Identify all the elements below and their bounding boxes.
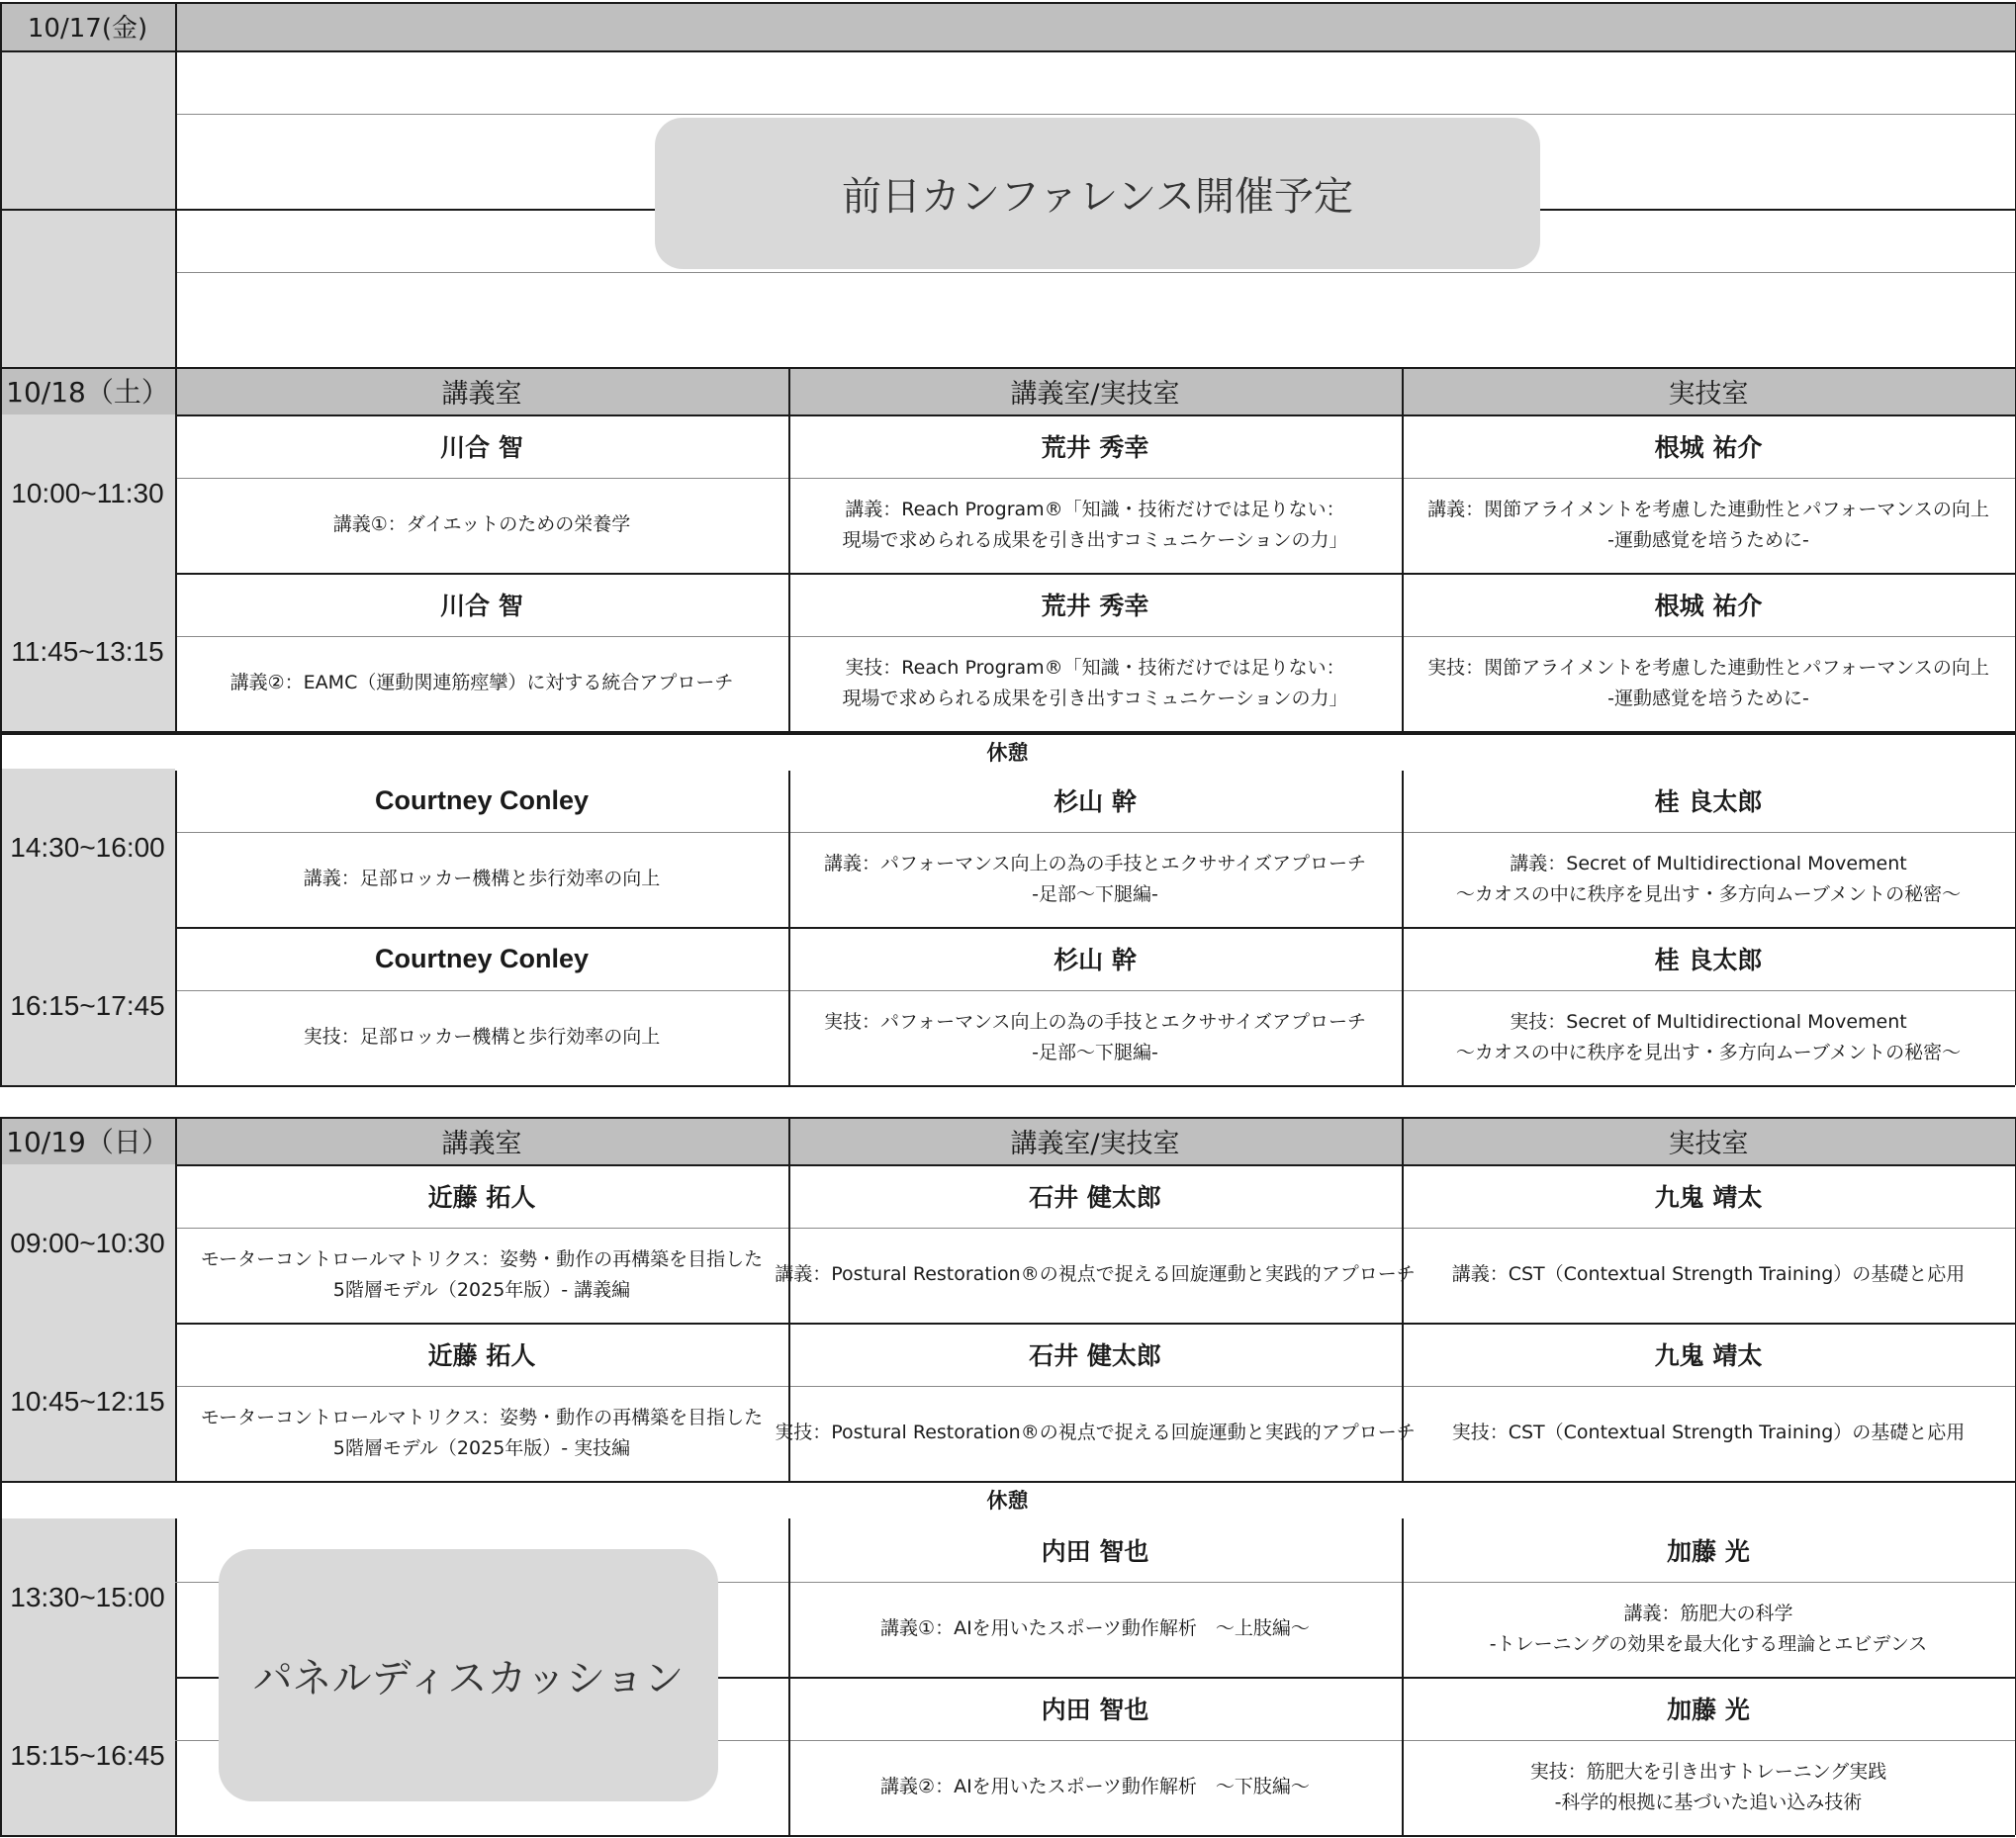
conference-banner: 前日カンファレンス開催予定: [655, 118, 1540, 269]
description-line: 講義：CST（Contextual Strength Training）の基礎と応用: [1451, 1263, 1966, 1286]
speaker-name: 荒井 秀幸: [1041, 592, 1149, 620]
session-description: [175, 990, 788, 1085]
session-description: [788, 478, 1402, 573]
session-description: [788, 636, 1402, 731]
session-description: [1402, 636, 2015, 731]
speaker-name: 川合 智: [440, 433, 523, 462]
time-slot: 14:30~16:00: [0, 769, 175, 927]
description-line: -科学的根拠に基づいた追い込み技術: [1554, 1792, 1863, 1813]
speaker-name: 九鬼 靖太: [1654, 1341, 1763, 1370]
grid-line: [788, 1740, 1402, 1741]
grid-line: [0, 1085, 2015, 1087]
session-description: [1402, 1228, 2015, 1323]
session-description: [775, 1228, 1416, 1323]
grid-line: [1402, 1582, 2015, 1583]
grid-line: [0, 733, 2015, 735]
speaker-name: Courtney Conley: [374, 943, 590, 973]
grid-line: [0, 1117, 2, 1835]
session-description: [175, 1228, 788, 1323]
grid-line: [788, 1582, 1402, 1583]
time-slot: 16:15~17:45: [0, 927, 175, 1085]
description-line: 〜カオスの中に秩序を見出す・多方向ムーブメントの秘密〜: [1455, 883, 1962, 905]
description-line: 実技：筋肥大を引き出すトレーニング実践: [1529, 1760, 1887, 1783]
grid-line: [175, 114, 2015, 115]
session-description: [1402, 990, 2015, 1085]
date-header: 10/18（土）: [0, 367, 175, 414]
session-description: [1402, 1582, 2015, 1677]
grid-line: [0, 1481, 2015, 1483]
description-line: -トレーニングの効果を最大化する理論とエビデンス: [1489, 1633, 1928, 1655]
session-description: [175, 478, 788, 573]
grid-line: [175, 367, 177, 733]
description-line: 講義②：AIを用いたスポーツ動作解析 〜下肢編〜: [880, 1776, 1310, 1798]
grid-line: [0, 367, 2015, 369]
break-label: 休憩: [986, 1489, 1029, 1513]
speaker-name: 杉山 幹: [1054, 946, 1137, 974]
grid-line: [788, 1518, 790, 1835]
session-description: [775, 1386, 1416, 1481]
description-line: 講義①：ダイエットのための栄養学: [332, 513, 631, 536]
description-line: 講義：Postural Restoration®の視点で捉える回旋運動と実践的アプローチ: [775, 1263, 1416, 1286]
description-line: 実技：足部ロッカー機構と歩行効率の向上: [303, 1026, 661, 1049]
description-line: 講義：Reach Program®「知識・技術だけでは足りない：: [845, 498, 1345, 520]
grid-line: [1402, 1518, 1404, 1835]
description-line: 実技：Secret of Multidirectional Movement: [1510, 1010, 1907, 1033]
room-header: 講義室/実技室: [788, 367, 1402, 414]
speaker-name: 桂 良太郎: [1654, 787, 1763, 816]
session-description: [175, 1386, 788, 1481]
room-header: 実技室: [1402, 1117, 2015, 1164]
description-line: -運動感覚を培うために-: [1607, 688, 1809, 709]
panel-discussion-block: パネルディスカッション: [219, 1549, 718, 1801]
speaker-name: 加藤 光: [1667, 1696, 1750, 1724]
description-line: 5階層モデル（2025年版）- 実技編: [332, 1437, 631, 1459]
session-description: [1402, 832, 2015, 927]
speaker-name: 九鬼 靖太: [1654, 1183, 1763, 1212]
session-description: [1402, 1740, 2015, 1835]
grid-line: [175, 771, 177, 1085]
time-slot: 11:45~13:15: [0, 573, 175, 731]
description-line: 現場で求められる成果を引き出すコミュニケーションの力」: [842, 529, 1348, 551]
grid-line: [175, 990, 2015, 991]
room-header: 講義室: [175, 367, 788, 414]
grid-line: [175, 272, 2015, 273]
grid-line: [0, 1835, 2015, 1837]
description-line: 講義：筋肥大の科学: [1623, 1602, 1793, 1624]
header-band: [175, 2, 2015, 50]
speaker-name: 加藤 光: [1667, 1537, 1750, 1566]
speaker-name: 近藤 拓人: [427, 1183, 536, 1212]
grid-line: [0, 2, 2015, 4]
session-description: [175, 636, 788, 731]
room-header: 講義室/実技室: [788, 1117, 1402, 1164]
speaker-name: 根城 祐介: [1654, 592, 1763, 620]
description-line: モーターコントロールマトリクス：姿勢・動作の再構築を目指した: [200, 1406, 764, 1428]
session-description: [1402, 478, 2015, 573]
grid-line: [175, 478, 2015, 479]
session-description: [175, 832, 788, 927]
grid-line: [1402, 771, 1404, 1085]
description-line: -足部〜下腿編-: [1032, 883, 1158, 905]
grid-line: [0, 1117, 2015, 1119]
speaker-name: 桂 良太郎: [1654, 946, 1763, 974]
description-line: 実技：パフォーマンス向上の為の手技とエクササイズアプローチ: [824, 1010, 1366, 1033]
speaker-name: 石井 健太郎: [1029, 1341, 1161, 1370]
session-description: [788, 990, 1402, 1085]
grid-line: [1402, 367, 1404, 733]
grid-line: [788, 771, 790, 1085]
grid-line: [175, 832, 2015, 833]
time-slot: 13:30~15:00: [0, 1518, 175, 1677]
session-description: [788, 832, 1402, 927]
speaker-name: 石井 健太郎: [1029, 1183, 1161, 1212]
speaker-name: 内田 智也: [1041, 1696, 1149, 1724]
room-header: 実技室: [1402, 367, 2015, 414]
description-line: 実技：CST（Contextual Strength Training）の基礎と応用: [1451, 1422, 1966, 1444]
grid-line: [175, 1117, 177, 1481]
speaker-name: 近藤 拓人: [427, 1341, 536, 1370]
grid-line: [175, 1518, 177, 1835]
date-header: 10/19（日）: [0, 1117, 175, 1164]
description-line: 5階層モデル（2025年版）- 講義編: [332, 1279, 631, 1301]
grid-line: [0, 2, 2, 367]
grid-line: [0, 50, 2015, 52]
session-description: [788, 1582, 1402, 1677]
session-description: [1402, 1386, 2015, 1481]
grid-line: [1402, 1740, 2015, 1741]
room-header: 講義室: [175, 1117, 788, 1164]
time-slot: 09:00~10:30: [0, 1164, 175, 1323]
time-slot: 10:00~11:30: [0, 414, 175, 573]
speaker-name: 杉山 幹: [1054, 787, 1137, 816]
grid-line: [1402, 1117, 1404, 1481]
description-line: 講義②：EAMC（運動関連筋痙攣）に対する統合アプローチ: [229, 672, 734, 694]
description-line: 〜カオスの中に秩序を見出す・多方向ムーブメントの秘密〜: [1455, 1042, 1962, 1063]
speaker-name: 根城 祐介: [1654, 433, 1763, 462]
description-line: -足部〜下腿編-: [1032, 1042, 1158, 1063]
date-header: 10/17(金): [0, 2, 175, 50]
description-line: 講義①：AIを用いたスポーツ動作解析 〜上肢編〜: [880, 1617, 1310, 1640]
description-line: 講義：Secret of Multidirectional Movement: [1510, 852, 1907, 874]
description-line: 現場で求められる成果を引き出すコミュニケーションの力」: [842, 688, 1348, 709]
description-line: 実技：関節アライメントを考慮した連動性とパフォーマンスの向上: [1427, 656, 1989, 679]
time-slot: 15:15~16:45: [0, 1677, 175, 1835]
speaker-name: 川合 智: [440, 592, 523, 620]
grid-line: [788, 367, 790, 733]
description-line: 実技：Reach Program®「知識・技術だけでは足りない：: [845, 656, 1345, 679]
speaker-name: Courtney Conley: [374, 784, 590, 815]
description-line: 実技：Postural Restoration®の視点で捉える回旋運動と実践的アプローチ: [775, 1422, 1416, 1444]
grid-line: [788, 1117, 790, 1481]
grid-line: [175, 1386, 2015, 1387]
grid-line: [175, 636, 2015, 637]
grid-line: [175, 2, 177, 367]
description-line: 講義：足部ロッカー機構と歩行効率の向上: [303, 868, 661, 890]
session-description: [788, 1740, 1402, 1835]
grid-line: [0, 367, 2, 1085]
speaker-name: 内田 智也: [1041, 1537, 1149, 1566]
break-label: 休憩: [986, 741, 1029, 765]
grid-line: [175, 1228, 2015, 1229]
description-line: 講義：パフォーマンス向上の為の手技とエクササイズアプローチ: [824, 852, 1366, 874]
description-line: -運動感覚を培うために-: [1607, 529, 1809, 551]
description-line: モーターコントロールマトリクス：姿勢・動作の再構築を目指した: [200, 1247, 764, 1270]
description-line: 講義：関節アライメントを考慮した連動性とパフォーマンスの向上: [1427, 498, 1989, 520]
speaker-name: 荒井 秀幸: [1041, 433, 1149, 462]
time-slot: 10:45~12:15: [0, 1323, 175, 1481]
